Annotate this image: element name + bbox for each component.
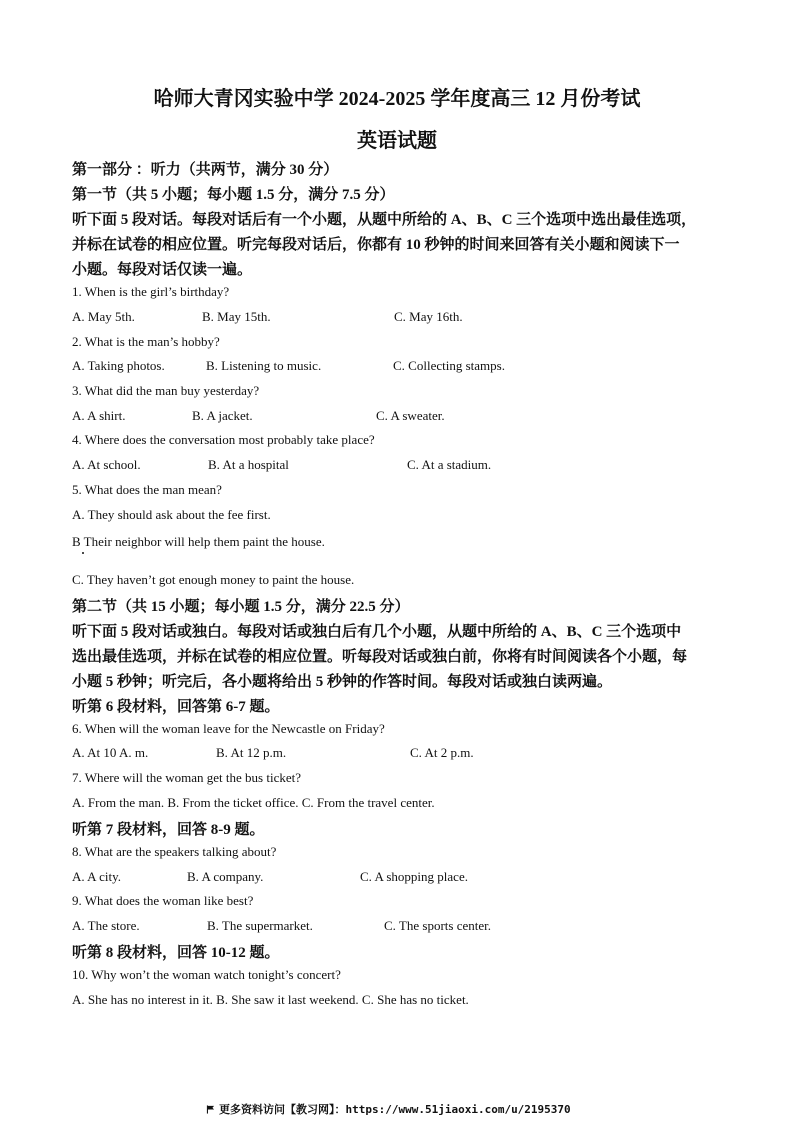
footer-link[interactable] — [206, 1101, 571, 1117]
material-6-heading: 听第 6 段材料，回答第 6-7 题。 — [72, 699, 280, 715]
question-5: 5. What does the man mean? — [72, 482, 222, 497]
q4-option-b: B. At a hospital — [208, 457, 289, 472]
question-6: 6. When will the woman leave for the Newcastle on Friday? — [72, 721, 385, 736]
q2-option-c: C. Collecting stamps. — [393, 358, 505, 373]
flag-icon — [206, 1105, 215, 1114]
q4-option-c: C. At a stadium. — [407, 457, 492, 472]
question-10: 10. Why won’t the woman watch tonight’s concert? — [72, 967, 341, 982]
section2-instructions-line3: 小题 5 秒钟；听完后，各小题将给出 5 秒钟的作答时间。每段对话或独白读两遍。 — [72, 674, 613, 690]
section2-heading: 第二节（共 15 小题；每小题 1.5 分，满分 22.5 分） — [72, 599, 410, 615]
q5-option-b: B Their neighbor will help them paint the house. — [72, 534, 325, 549]
q5-option-a: A. They should ask about the fee first. — [72, 507, 271, 522]
q6-option-b: B. At 12 p.m. — [216, 745, 287, 760]
stray-dot — [82, 552, 84, 554]
q3-option-a: A. A shirt. — [72, 408, 126, 423]
section2-instructions-line2: 选出最佳选项，并标在试卷的相应位置。听每段对话或独白前，你将有时间阅读各个小题，每 — [72, 649, 688, 665]
exam-title: 哈师大青冈实验中学 2024-2025 学年度高三 12 月份考试 — [153, 88, 641, 110]
q3-option-b: B. A jacket. — [192, 408, 253, 423]
q3-option-c: C. A sweater. — [376, 408, 445, 423]
q9-option-a: A. The store. — [72, 918, 140, 933]
q8-option-a: A. A city. — [72, 869, 121, 884]
q1-option-b: B. May 15th. — [202, 309, 271, 324]
section2-instructions-line1: 听下面 5 段对话或独白。每段对话或独白后有几个小题，从题中所给的 A、B、C 三个选项中 — [72, 624, 682, 640]
q8-option-c: C. A shopping place. — [360, 869, 468, 884]
section1-instructions-line2: 并标在试卷的相应位置。听完每段对话后，你都有 10 秒钟的时间来回答有关小题和阅读下一 — [72, 237, 680, 253]
q1-option-a: A. May 5th. — [72, 309, 135, 324]
question-7: 7. Where will the woman get the bus ticket? — [72, 770, 301, 785]
question-8: 8. What are the speakers talking about? — [72, 844, 277, 859]
q1-option-c: C. May 16th. — [394, 309, 463, 324]
section1-instructions-line1: 听下面 5 段对话。每段对话后有一个小题，从题中所给的 A、B、C 三个选项中选出最佳选项， — [72, 212, 697, 228]
part1-heading: 第一部分 ：听力（共两节，满分 30 分） — [72, 162, 339, 178]
q9-option-b: B. The supermarket. — [207, 918, 313, 933]
q2-option-b: B. Listening to music. — [206, 358, 322, 373]
question-3: 3. What did the man buy yesterday? — [72, 383, 260, 398]
material-8-heading: 听第 8 段材料，回答 10-12 题。 — [72, 945, 280, 961]
section1-heading: 第一节（共 5 小题；每小题 1.5 分，满分 7.5 分） — [72, 187, 395, 203]
question-1: 1. When is the girl’s birthday? — [72, 284, 230, 299]
q2-option-a: A. Taking photos. — [72, 358, 165, 373]
question-4: 4. Where does the conversation most probably take place? — [72, 432, 375, 447]
q7-options: A. From the man. B. From the ticket office. C. From the travel center. — [72, 795, 435, 810]
q6-option-c: C. At 2 p.m. — [410, 745, 474, 760]
material-7-heading: 听第 7 段材料，回答 8-9 题。 — [72, 822, 265, 838]
q5-option-c: C. They haven’t got enough money to paint the house. — [72, 572, 355, 587]
q6-option-a: A. At 10 A. m. — [72, 745, 149, 760]
question-9: 9. What does the woman like best? — [72, 893, 254, 908]
footer-text: 更多资料访问【教习网】：https://www.51jiaoxi.com/u/2195370 — [219, 1103, 571, 1116]
question-2: 2. What is the man’s hobby? — [72, 334, 220, 349]
q10-options: A. She has no interest in it. B. She saw it last weekend. C. She has no ticket. — [72, 992, 469, 1007]
q4-option-a: A. At school. — [72, 457, 141, 472]
q8-option-b: B. A company. — [187, 869, 264, 884]
exam-subtitle: 英语试题 — [357, 130, 437, 152]
q9-option-c: C. The sports center. — [384, 918, 491, 933]
section1-instructions-line3: 小题。每段对话仅读一遍。 — [72, 262, 253, 278]
